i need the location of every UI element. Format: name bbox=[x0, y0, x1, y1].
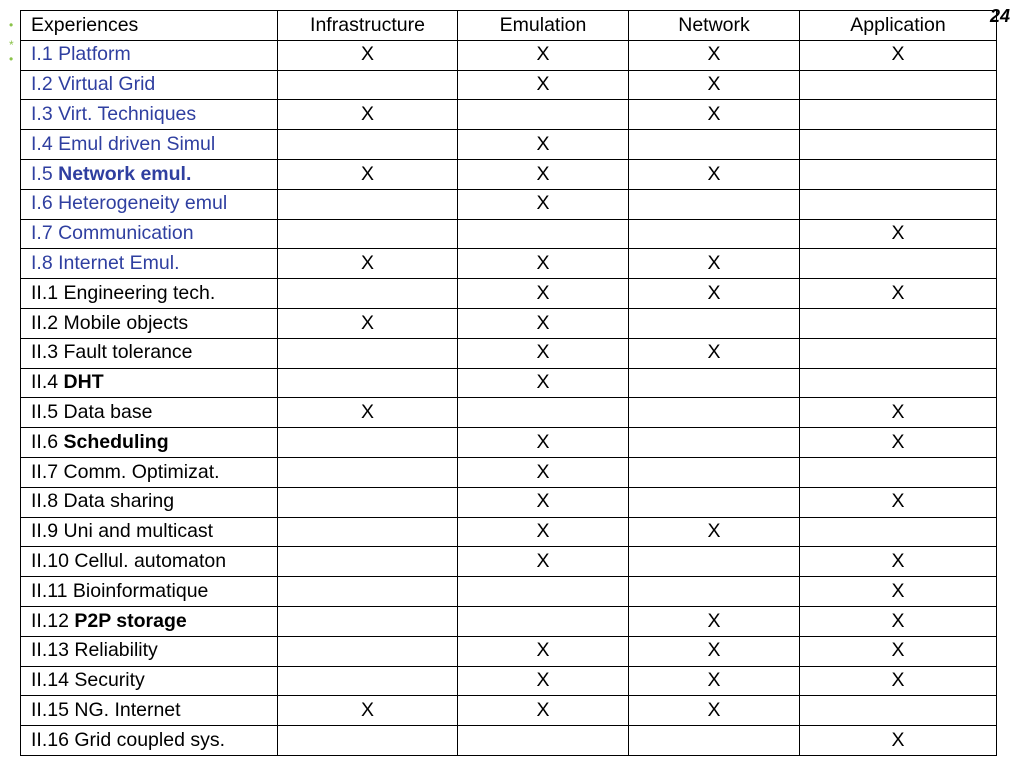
infrastructure-mark bbox=[278, 338, 458, 368]
bullet-mark: • bbox=[9, 18, 14, 32]
application-mark bbox=[800, 130, 997, 160]
network-mark: X bbox=[629, 279, 800, 309]
experience-label: II.11 Bioinformatique bbox=[31, 579, 209, 602]
application-mark bbox=[800, 159, 997, 189]
experience-label: I.7 Communication bbox=[31, 222, 194, 245]
header-infrastructure: Infrastructure bbox=[278, 11, 458, 41]
network-mark: X bbox=[629, 249, 800, 279]
network-mark bbox=[629, 398, 800, 428]
experience-name bbox=[21, 338, 278, 368]
table-row bbox=[21, 189, 997, 219]
infrastructure-mark: X bbox=[278, 40, 458, 70]
network-mark: X bbox=[629, 696, 800, 726]
table-row bbox=[21, 100, 997, 130]
network-mark: X bbox=[629, 636, 800, 666]
infrastructure-mark bbox=[278, 368, 458, 398]
experience-label: II.6 bbox=[31, 430, 64, 453]
application-mark: X bbox=[800, 428, 997, 458]
experience-name bbox=[21, 726, 278, 756]
application-mark: X bbox=[800, 726, 997, 756]
application-mark bbox=[800, 70, 997, 100]
network-mark: X bbox=[629, 666, 800, 696]
emulation-mark: X bbox=[458, 666, 629, 696]
experience-label: I.6 Heterogeneity emul bbox=[31, 192, 228, 215]
experience-name bbox=[21, 368, 278, 398]
network-mark: X bbox=[629, 40, 800, 70]
experience-label: II.2 Mobile objects bbox=[31, 311, 189, 334]
experience-label: II.1 Engineering tech. bbox=[31, 281, 216, 304]
infrastructure-mark bbox=[278, 547, 458, 577]
network-mark: X bbox=[629, 517, 800, 547]
experience-label-bold: Scheduling bbox=[63, 430, 169, 453]
table-body bbox=[21, 40, 997, 755]
emulation-mark: X bbox=[458, 130, 629, 160]
network-mark bbox=[629, 219, 800, 249]
application-mark bbox=[800, 517, 997, 547]
emulation-mark bbox=[458, 100, 629, 130]
experience-label: II.15 NG. Internet bbox=[31, 698, 181, 721]
emulation-mark: X bbox=[458, 517, 629, 547]
infrastructure-mark bbox=[278, 577, 458, 607]
network-mark bbox=[629, 189, 800, 219]
network-mark: X bbox=[629, 159, 800, 189]
experience-name bbox=[21, 279, 278, 309]
header-row bbox=[21, 11, 997, 41]
table-row bbox=[21, 696, 997, 726]
page-number: 24 bbox=[990, 6, 1011, 26]
emulation-mark bbox=[458, 398, 629, 428]
emulation-mark bbox=[458, 726, 629, 756]
network-mark: X bbox=[629, 70, 800, 100]
experience-name bbox=[21, 219, 278, 249]
table-row bbox=[21, 338, 997, 368]
infrastructure-mark bbox=[278, 219, 458, 249]
emulation-mark: X bbox=[458, 428, 629, 458]
emulation-mark bbox=[458, 577, 629, 607]
emulation-mark: X bbox=[458, 457, 629, 487]
experience-label: I.3 Virt. Techniques bbox=[31, 103, 197, 126]
table-row bbox=[21, 368, 997, 398]
emulation-mark: X bbox=[458, 308, 629, 338]
application-mark bbox=[800, 189, 997, 219]
network-mark: X bbox=[629, 100, 800, 130]
emulation-mark: X bbox=[458, 159, 629, 189]
network-mark: X bbox=[629, 606, 800, 636]
experience-name bbox=[21, 606, 278, 636]
experience-name bbox=[21, 159, 278, 189]
table-row bbox=[21, 457, 997, 487]
experience-name bbox=[21, 100, 278, 130]
emulation-mark: X bbox=[458, 70, 629, 100]
header-emulation: Emulation bbox=[458, 11, 629, 41]
application-mark: X bbox=[800, 487, 997, 517]
experiences-table bbox=[20, 10, 997, 756]
table-row bbox=[21, 636, 997, 666]
network-mark bbox=[629, 308, 800, 338]
header-experiences: Experiences bbox=[21, 11, 278, 41]
experience-name bbox=[21, 457, 278, 487]
experience-label: I.5 bbox=[31, 162, 59, 185]
experience-label: II.14 Security bbox=[31, 669, 145, 692]
infrastructure-mark bbox=[278, 517, 458, 547]
bullet-mark: * bbox=[9, 38, 14, 52]
infrastructure-mark: X bbox=[278, 398, 458, 428]
table-row bbox=[21, 398, 997, 428]
experience-name bbox=[21, 308, 278, 338]
experience-label: I.2 Virtual Grid bbox=[31, 73, 156, 96]
emulation-mark bbox=[458, 219, 629, 249]
application-mark: X bbox=[800, 219, 997, 249]
application-mark bbox=[800, 457, 997, 487]
experience-name bbox=[21, 40, 278, 70]
emulation-mark: X bbox=[458, 189, 629, 219]
infrastructure-mark: X bbox=[278, 308, 458, 338]
experience-label: I.1 Platform bbox=[31, 43, 131, 66]
application-mark: X bbox=[800, 40, 997, 70]
experience-name bbox=[21, 130, 278, 160]
application-mark bbox=[800, 249, 997, 279]
table-row bbox=[21, 159, 997, 189]
experience-name bbox=[21, 666, 278, 696]
infrastructure-mark bbox=[278, 279, 458, 309]
experience-label: II.4 bbox=[31, 371, 64, 394]
emulation-mark: X bbox=[458, 279, 629, 309]
table-row bbox=[21, 279, 997, 309]
experience-name bbox=[21, 577, 278, 607]
infrastructure-mark bbox=[278, 487, 458, 517]
experience-name bbox=[21, 189, 278, 219]
header-network: Network bbox=[629, 11, 800, 41]
application-mark: X bbox=[800, 666, 997, 696]
emulation-mark: X bbox=[458, 547, 629, 577]
table-row bbox=[21, 249, 997, 279]
emulation-mark: X bbox=[458, 249, 629, 279]
application-mark bbox=[800, 696, 997, 726]
application-mark: X bbox=[800, 636, 997, 666]
emulation-mark: X bbox=[458, 338, 629, 368]
emulation-mark: X bbox=[458, 487, 629, 517]
experience-label: II.8 Data sharing bbox=[31, 490, 175, 513]
experience-name bbox=[21, 70, 278, 100]
emulation-mark bbox=[458, 606, 629, 636]
application-mark: X bbox=[800, 547, 997, 577]
infrastructure-mark bbox=[278, 636, 458, 666]
infrastructure-mark: X bbox=[278, 249, 458, 279]
emulation-mark: X bbox=[458, 368, 629, 398]
table-row bbox=[21, 40, 997, 70]
table-row bbox=[21, 487, 997, 517]
table-row bbox=[21, 219, 997, 249]
experience-name bbox=[21, 487, 278, 517]
experience-name bbox=[21, 428, 278, 458]
experience-label: II.7 Comm. Optimizat. bbox=[31, 460, 220, 483]
infrastructure-mark bbox=[278, 726, 458, 756]
infrastructure-mark: X bbox=[278, 696, 458, 726]
network-mark bbox=[629, 428, 800, 458]
application-mark bbox=[800, 338, 997, 368]
infrastructure-mark bbox=[278, 70, 458, 100]
emulation-mark: X bbox=[458, 40, 629, 70]
application-mark: X bbox=[800, 279, 997, 309]
infrastructure-mark bbox=[278, 666, 458, 696]
infrastructure-mark bbox=[278, 130, 458, 160]
experience-name bbox=[21, 517, 278, 547]
experience-label-bold: Network emul. bbox=[58, 162, 192, 185]
header-application: Application bbox=[800, 11, 997, 41]
table-row bbox=[21, 70, 997, 100]
experience-name bbox=[21, 398, 278, 428]
application-mark: X bbox=[800, 398, 997, 428]
table-row bbox=[21, 606, 997, 636]
experience-label: II.9 Uni and multicast bbox=[31, 520, 214, 543]
infrastructure-mark bbox=[278, 457, 458, 487]
experience-name bbox=[21, 636, 278, 666]
infrastructure-mark bbox=[278, 189, 458, 219]
experience-name bbox=[21, 547, 278, 577]
network-mark bbox=[629, 547, 800, 577]
experience-label: II.12 bbox=[31, 609, 75, 632]
experience-label-bold: DHT bbox=[63, 371, 104, 394]
table-row bbox=[21, 547, 997, 577]
application-mark bbox=[800, 308, 997, 338]
emulation-mark: X bbox=[458, 696, 629, 726]
experience-label-bold: P2P storage bbox=[74, 609, 187, 632]
network-mark bbox=[629, 577, 800, 607]
experience-label: II.3 Fault tolerance bbox=[31, 341, 193, 364]
application-mark bbox=[800, 368, 997, 398]
experience-name bbox=[21, 249, 278, 279]
table-row bbox=[21, 726, 997, 756]
table-row bbox=[21, 428, 997, 458]
application-mark bbox=[800, 100, 997, 130]
experience-name bbox=[21, 696, 278, 726]
infrastructure-mark bbox=[278, 606, 458, 636]
network-mark bbox=[629, 368, 800, 398]
table-row bbox=[21, 517, 997, 547]
infrastructure-mark: X bbox=[278, 100, 458, 130]
bullet-mark: • bbox=[9, 52, 14, 66]
emulation-mark: X bbox=[458, 636, 629, 666]
table-row bbox=[21, 577, 997, 607]
table-row bbox=[21, 308, 997, 338]
experience-label: II.5 Data base bbox=[31, 401, 153, 423]
experience-label: I.8 Internet Emul. bbox=[31, 252, 180, 275]
network-mark bbox=[629, 726, 800, 756]
application-mark: X bbox=[800, 577, 997, 607]
table-row bbox=[21, 130, 997, 160]
experience-label: II.10 Cellul. automaton bbox=[31, 549, 227, 572]
infrastructure-mark bbox=[278, 428, 458, 458]
experience-label: II.16 Grid coupled sys. bbox=[31, 728, 226, 751]
network-mark bbox=[629, 487, 800, 517]
network-mark: X bbox=[629, 338, 800, 368]
experience-label: I.4 Emul driven Simul bbox=[31, 132, 216, 155]
experience-label: II.13 Reliability bbox=[31, 639, 158, 662]
network-mark bbox=[629, 130, 800, 160]
application-mark: X bbox=[800, 606, 997, 636]
network-mark bbox=[629, 457, 800, 487]
infrastructure-mark: X bbox=[278, 159, 458, 189]
table-row bbox=[21, 666, 997, 696]
